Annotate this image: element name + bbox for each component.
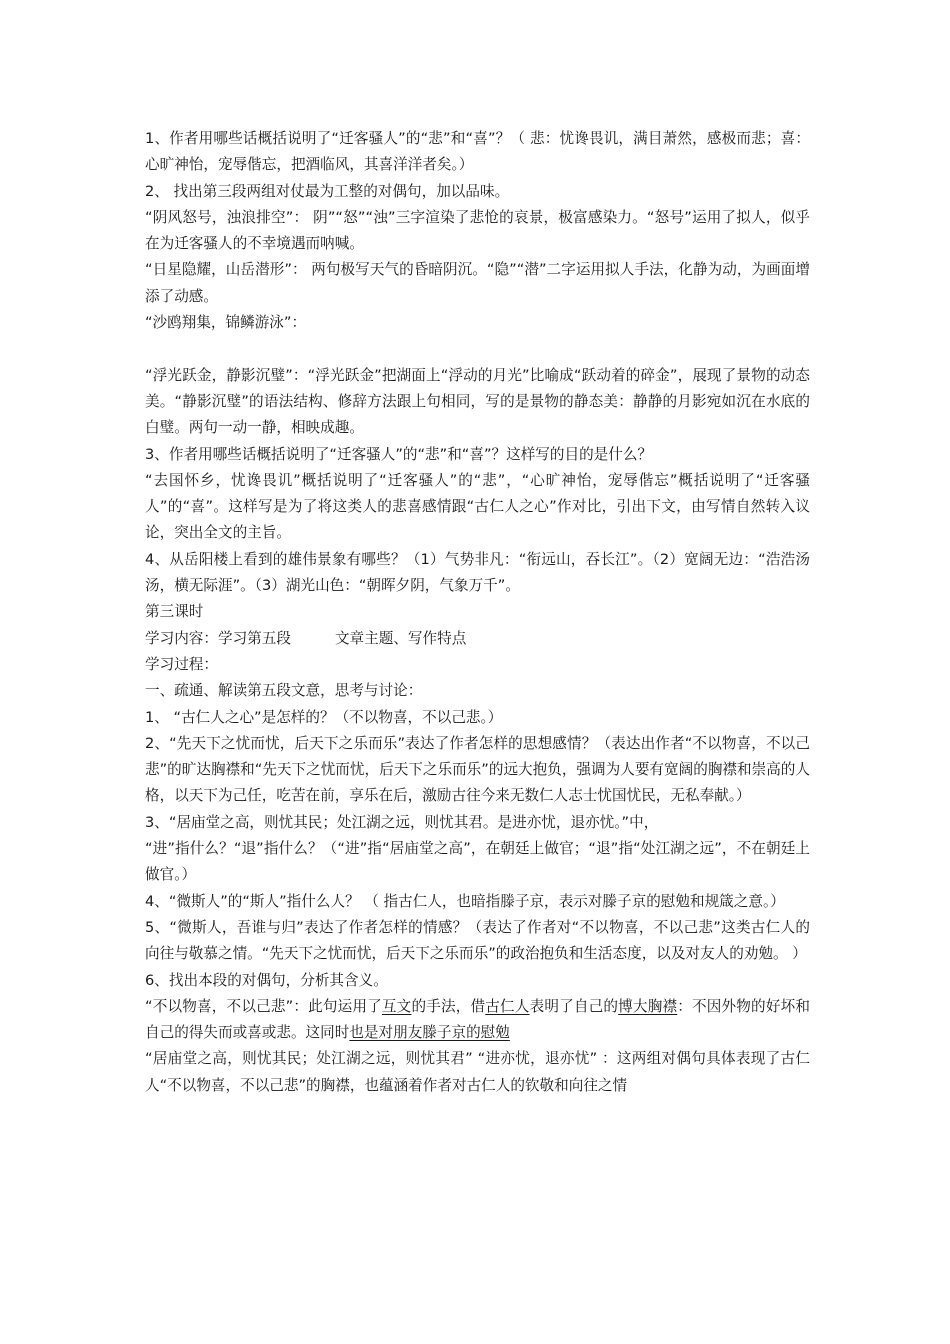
lesson-title: 第三课时 <box>145 603 204 621</box>
answer-yinfeng: “阴风怒号，浊浪排空”： 阴”“怒”“浊”三字渲染了悲怆的哀景，极富感染力。“怒号”运用了拟人，似乎在为迁客骚人的不幸境遇而呐喊。 <box>145 208 810 253</box>
underlined-gurenren: 古仁人 <box>485 997 530 1015</box>
question-3: 3、作者用哪些话概括说明了“迁客骚人”的“悲”和“喜”？这样写的目的是什么？ <box>145 445 653 463</box>
study-content <box>145 626 810 652</box>
answer-rixing: “日星隐耀，山岳潜形”： 两句极写天气的昏暗阴沉。“隐”“潜”二字运用拟人手法，化静为动，为画面增添了动感。 <box>145 261 810 305</box>
document-body <box>145 126 810 1099</box>
underlined-huwen: 互文 <box>381 997 412 1015</box>
sub-question-2: 2、“先天下之忧而忧，后天下之乐而乐”表达了作者怎样的思想感情？（表达出作者“不以物喜，不以己悲”的旷达胸襟和“先天下之忧而忧，后天下之乐而乐”的远大抱负，强调为人要有宽阔的胸襟和崇高的人格，以天下为己任，吃苦在前，享乐在后，激励古往今来无数仁人志士忧国忧民，无私奉献。） <box>145 734 810 805</box>
question-2: 2、 找出第三段两组对仗最为工整的对偶句，加以品味。 <box>145 182 510 200</box>
sub-question-3a: 3、“居庙堂之高，则忧其民；处江湖之远，则忧其君。是进亦忧，退亦忧。”中， <box>145 813 659 831</box>
answer-quguo: “去国怀乡，忧谗畏讥”概括说明了“迁客骚人”的“悲”，“心旷神怡，宠辱偕忘”概括说明了“迁客骚人”的“喜”。这样写是为了将这类人的悲喜感情跟“古仁人之心”作对比，引出下文，由写情自然转入议论，突出全文的主旨。 <box>145 471 810 542</box>
answer-fuguang: “浮光跃金，静影沉璧”：“浮光跃金”把湖面上“浮动的月光”比喻成“跃动着的碎金”，展现了景物的动态美。“静影沉璧”的语法结构、修辞方法跟上句相同，写的是景物的静态美：静静的月影宛如沉在水底的白璧。两句一动一静，相映成趣。 <box>145 366 810 437</box>
underlined-xiongjin: 博大胸襟 <box>618 997 678 1015</box>
question-4: 4、从岳阳楼上看到的雄伟景象有哪些？（1）气势非凡：“衔远山，吞长江”。（2）宽阔无边：“浩浩汤汤，横无际涯”。（3）湖光山色：“朝晖夕阴，气象万千”。 <box>145 550 810 595</box>
blank-line <box>145 336 810 362</box>
section-1-heading: 一、疏通、解读第五段文意，思考与讨论： <box>145 682 423 700</box>
answer-buyi <box>145 994 810 1047</box>
answer-shaou: “沙鸥翔集，锦鳞游泳”： <box>145 314 307 332</box>
answer-buyi-text-3: 表明了自己的 <box>529 997 619 1015</box>
answer-buyi-text-4: ：不因外物的好坏和自己的得失而或喜或悲。这同时 <box>145 997 810 1042</box>
sub-question-1: 1、 “古仁人之心”是怎样的？（不以物喜，不以己悲。） <box>145 708 503 726</box>
sub-question-5: 5、“微斯人，吾谁与归”表达了作者怎样的情感？（表达了作者对“不以物喜，不以己悲”这类古仁人的向往与敬慕之情。“先天下之忧而忧，后天下之乐而乐”的政治抱负和生活态度，以及对友人的劝勉。 ） <box>145 918 810 963</box>
question-1: 1、作者用哪些话概括说明了“迁客骚人”的“悲”和“喜”？（ 悲：忧谗畏讥，满目萧然，感极而悲；喜：心旷神怡，宠辱偕忘，把酒临风，其喜洋洋者矣。） <box>145 130 810 174</box>
answer-buyi-text-2: 的手法，借 <box>411 997 486 1015</box>
sub-question-3b: “进”指什么？“退”指什么？（“进”指“居庙堂之高”，在朝廷上做官；“退”指“处江湖之远”，不在朝廷上做官。） <box>145 840 810 884</box>
underlined-weimian: 也是对朋友滕子京的慰勉 <box>349 1024 510 1042</box>
sub-question-4: 4、“微斯人”的“斯人”指什么人？ （ 指古仁人，也暗指滕子京，表示对滕子京的慰勉和规箴之意。） <box>145 892 785 910</box>
study-content-topic: 文章主题、写作特点 <box>334 629 467 647</box>
study-content-label: 学习内容：学习第五段 <box>145 629 291 647</box>
study-process: 学习过程： <box>145 655 218 673</box>
answer-buyi-text-1: “不以物喜，不以己悲”：此句运用了 <box>145 997 382 1015</box>
sub-question-6: 6、找出本段的对偶句，分析其含义。 <box>145 971 388 989</box>
answer-jumiao: “居庙堂之高，则忧其民；处江湖之远，则忧其君” “进亦忧，退亦忧” ：这两组对偶句具体表现了古仁人“不以物喜，不以己悲”的胸襟，也蕴涵着作者对古仁人的钦敬和向往之情 <box>145 1050 810 1094</box>
